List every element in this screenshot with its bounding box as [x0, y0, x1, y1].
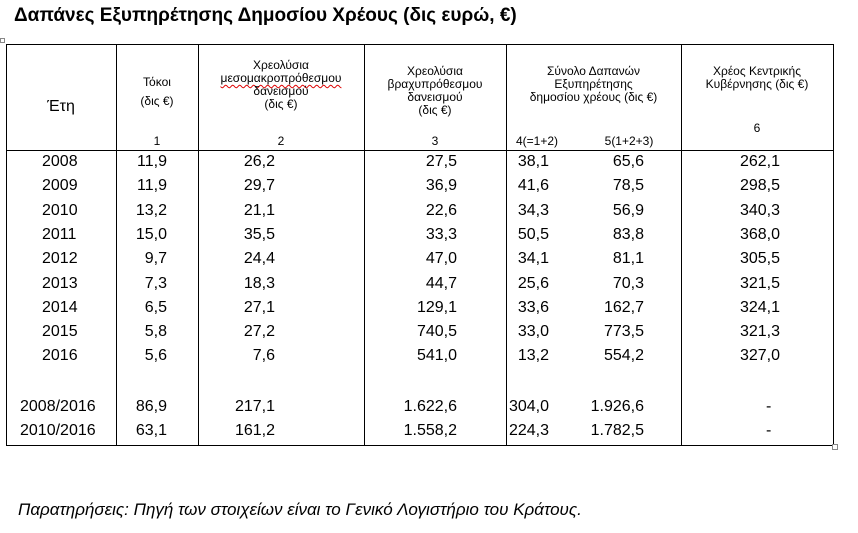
header-col45-line2: Εξυπηρέτησης — [554, 77, 633, 91]
cell-c2: 161,2 — [234, 422, 275, 440]
header-col1-line1: Τόκοι — [143, 75, 171, 89]
cell-c1: 63,1 — [135, 422, 167, 440]
cell-year: 2008/2016 — [20, 398, 96, 415]
cell-year: 2008 — [42, 153, 78, 170]
cell-c3: 129,1 — [416, 298, 457, 316]
cell-c1: 6,5 — [144, 298, 167, 316]
col-border-right — [833, 44, 834, 446]
cell-c5: 81,1 — [612, 250, 644, 268]
header-col3-line4: (δις €) — [418, 103, 452, 117]
cell-c6: 305,5 — [739, 250, 780, 268]
table-top-border — [6, 44, 834, 45]
cell-c6: 368,0 — [739, 225, 780, 243]
col-border-4 — [506, 44, 507, 446]
header-separator — [6, 150, 834, 151]
cell-c1: 11,9 — [137, 153, 167, 170]
cell-c6: 324,1 — [739, 298, 780, 316]
cell-c6: 262,1 — [739, 153, 780, 170]
cell-c1: 9,7 — [144, 250, 167, 268]
header-col6-line1: Χρέος Κεντρικής — [712, 64, 801, 78]
cell-c3: 22,6 — [425, 201, 457, 219]
cell-c5: 554,2 — [603, 347, 644, 365]
cell-c2: 27,2 — [243, 323, 275, 341]
cell-c6: 321,5 — [739, 274, 780, 292]
header-col2-line2: μεσομακροπρόθεσμου — [220, 71, 342, 85]
header-years: Έτη — [47, 98, 75, 115]
cell-c6: - — [766, 398, 772, 415]
cell-c3: 740,5 — [416, 323, 457, 341]
cell-c6: 321,3 — [739, 323, 780, 341]
cell-year: 2010/2016 — [20, 422, 96, 440]
header-col6-line2: Κυβέρνησης (δις €) — [705, 77, 809, 91]
cell-c4: 25,6 — [517, 274, 549, 292]
cell-c4: 33,6 — [517, 298, 549, 316]
cell-c2: 27,1 — [243, 298, 275, 316]
header-col45-line1: Σύνολο Δαπανών — [547, 64, 640, 78]
header-col1-line2: (δις €) — [140, 94, 174, 108]
header-col6-num: 6 — [753, 121, 761, 135]
header-col3-num: 3 — [431, 134, 439, 148]
cell-c3: 1.558,2 — [403, 422, 457, 440]
header-col5-num: 5(1+2+3) — [604, 134, 654, 148]
cell-c6: - — [766, 422, 772, 440]
header-col2-line1: Χρεολύσια — [253, 58, 309, 72]
cell-c5: 1.782,5 — [590, 422, 644, 440]
table-resize-handle[interactable] — [832, 444, 838, 450]
cell-c4: 224,3 — [508, 422, 549, 440]
header-col2-line4: (δις €) — [264, 97, 298, 111]
cell-c5: 773,5 — [603, 323, 644, 341]
header-col3-line1: Χρεολύσια — [407, 64, 463, 78]
header-col1-num: 1 — [153, 134, 161, 148]
cell-c1: 7,3 — [144, 274, 167, 292]
cell-c3: 44,7 — [425, 274, 457, 292]
cell-year: 2016 — [42, 347, 78, 365]
cell-c5: 78,5 — [612, 177, 644, 195]
cell-c5: 70,3 — [612, 274, 644, 292]
cell-c1: 11,9 — [137, 177, 167, 195]
header-col3-line2: βραχυπρόθεσμου — [387, 77, 483, 91]
cell-c2: 7,6 — [252, 347, 275, 365]
cell-c1: 5,8 — [144, 323, 167, 341]
cell-c2: 217,1 — [234, 398, 275, 415]
cell-c1: 13,2 — [135, 201, 167, 219]
cell-c5: 1.926,6 — [590, 398, 644, 415]
cell-c4: 41,6 — [517, 177, 549, 195]
cell-c2: 24,4 — [243, 250, 275, 268]
cell-year: 2015 — [42, 323, 78, 341]
table-bottom-border — [6, 445, 834, 446]
cell-year: 2009 — [42, 177, 78, 195]
footnote: Παρατηρήσεις: Πηγή των στοιχείων είναι το Γενικό Λογιστήριο του Κράτους. — [18, 500, 582, 519]
cell-c4: 34,3 — [517, 201, 549, 219]
header-col2-num: 2 — [277, 134, 285, 148]
cell-c4: 304,0 — [508, 398, 549, 415]
cell-c4: 38,1 — [517, 153, 549, 170]
cell-c3: 541,0 — [416, 347, 457, 365]
cell-c5: 83,8 — [612, 225, 644, 243]
cell-c1: 15,0 — [135, 225, 167, 243]
cell-c4: 13,2 — [517, 347, 549, 365]
cell-c3: 27,5 — [425, 153, 457, 170]
cell-year: 2014 — [42, 298, 78, 316]
cell-c5: 56,9 — [612, 201, 644, 219]
col-border-5 — [681, 44, 682, 446]
cell-year: 2012 — [42, 250, 78, 268]
cell-c5: 65,6 — [612, 153, 644, 170]
header-col3-line3: δανεισμού — [407, 90, 463, 104]
cell-c6: 298,5 — [739, 177, 780, 195]
debt-table — [6, 44, 834, 446]
cell-c4: 33,0 — [517, 323, 549, 341]
cell-c2: 18,3 — [243, 274, 275, 292]
cell-c1: 86,9 — [135, 398, 167, 415]
header-col2-line3: δανεισμού — [253, 84, 309, 98]
cell-c4: 34,1 — [517, 250, 549, 268]
cell-c2: 35,5 — [243, 225, 275, 243]
cell-c6: 340,3 — [739, 201, 780, 219]
cell-c3: 36,9 — [425, 177, 457, 195]
cell-c4: 50,5 — [517, 225, 549, 243]
cell-year: 2011 — [42, 225, 77, 243]
cell-c2: 26,2 — [243, 153, 275, 170]
header-col45-line3: δημοσίου χρέους (δις €) — [529, 90, 658, 104]
table-title: Δαπάνες Εξυπηρέτησης Δημοσίου Χρέους (δις ευρώ, €) — [14, 5, 517, 26]
cell-c2: 29,7 — [243, 177, 275, 195]
cell-c3: 47,0 — [425, 250, 457, 268]
cell-c3: 33,3 — [425, 225, 457, 243]
cell-year: 2013 — [42, 274, 78, 292]
cell-year: 2010 — [42, 201, 78, 219]
cell-c3: 1.622,6 — [403, 398, 457, 415]
cell-c5: 162,7 — [603, 298, 644, 316]
cell-c6: 327,0 — [739, 347, 780, 365]
table-move-handle[interactable] — [0, 38, 5, 43]
cell-c2: 21,1 — [243, 201, 275, 219]
header-col4-num: 4(=1+2) — [515, 134, 559, 148]
cell-c1: 5,6 — [144, 347, 167, 365]
